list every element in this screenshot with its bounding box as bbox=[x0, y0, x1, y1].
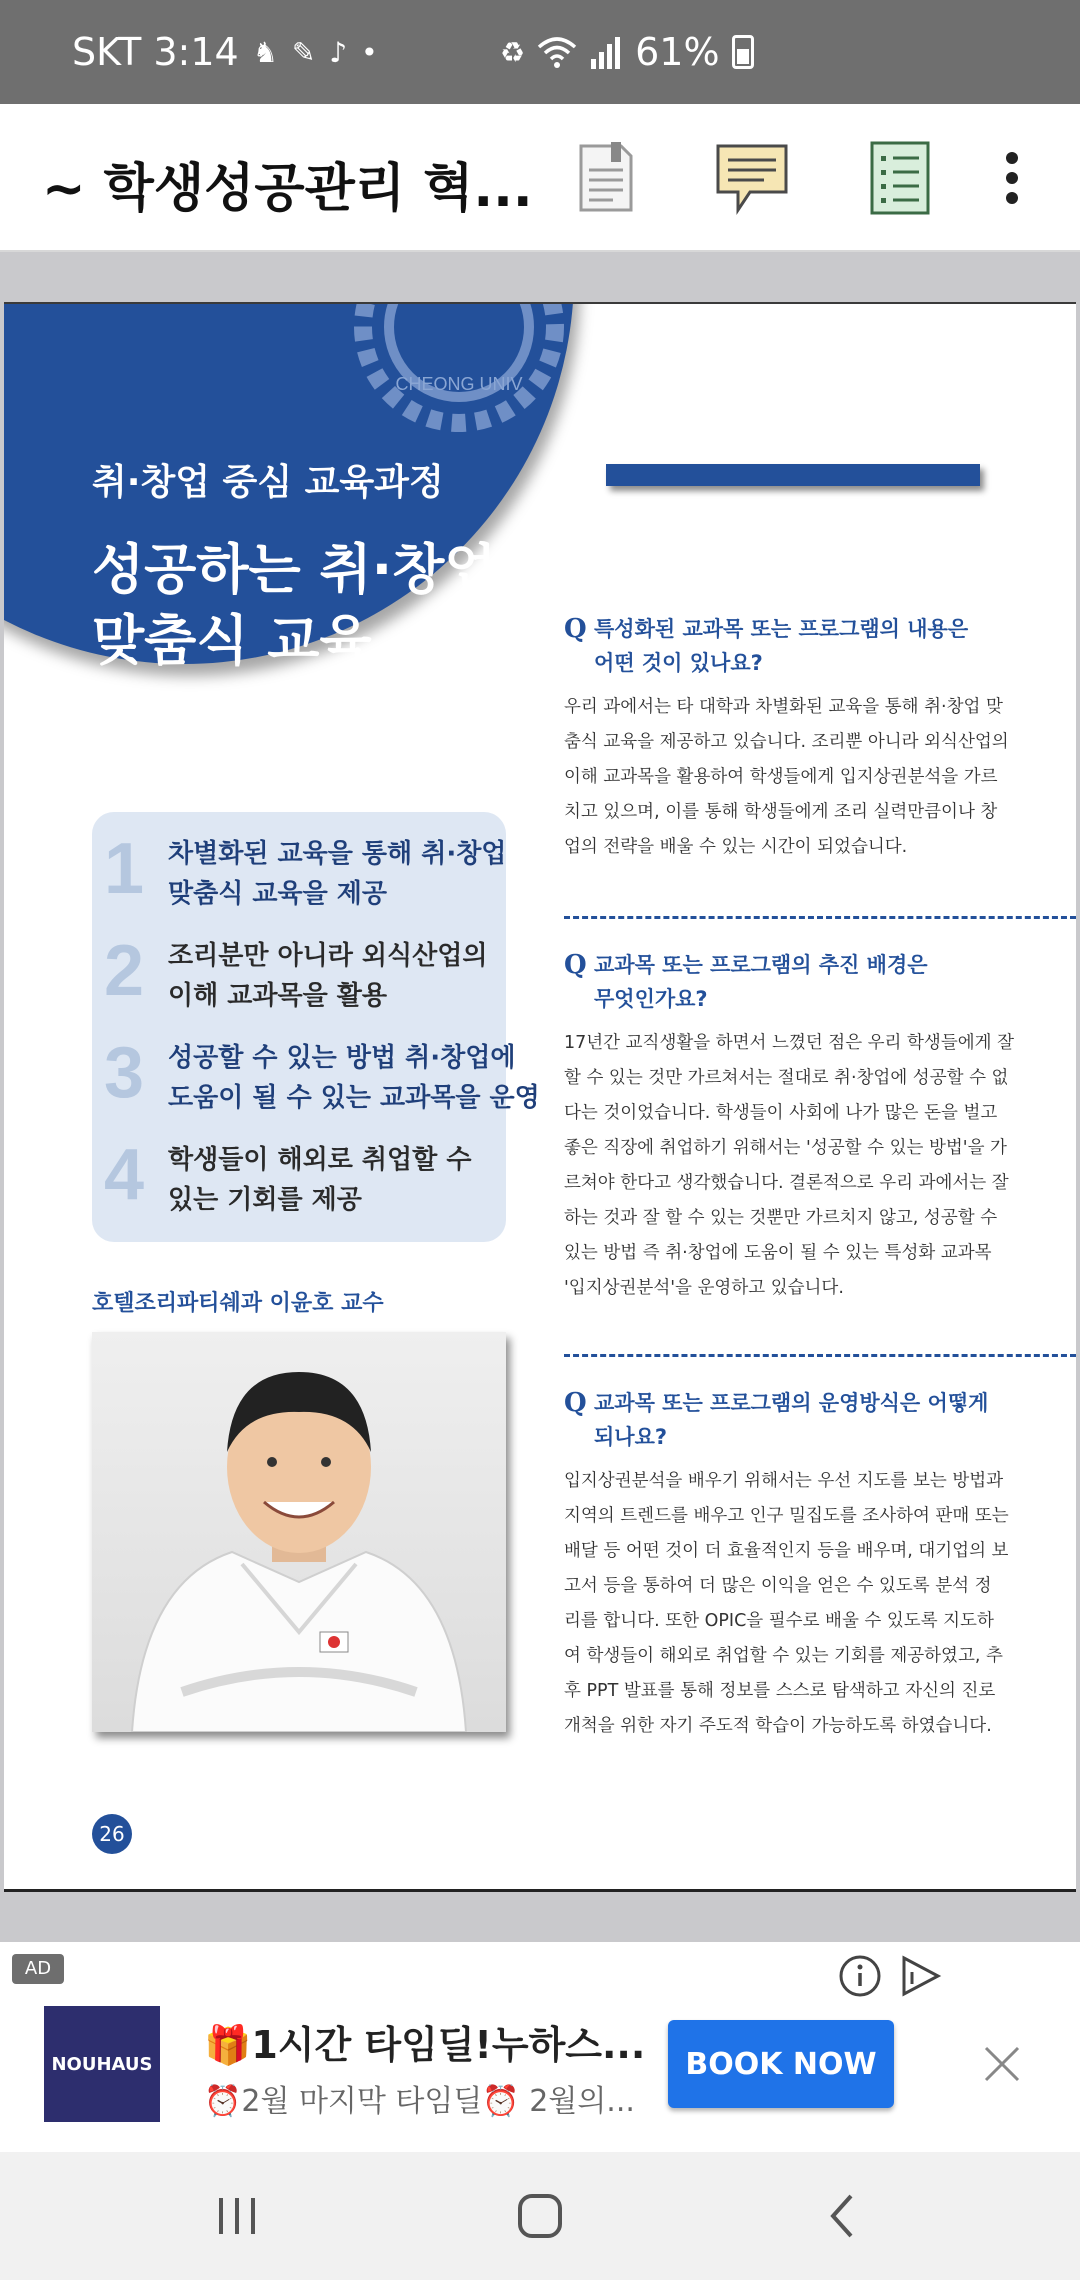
feature-number: 2 bbox=[104, 931, 145, 1011]
ad-subtitle[interactable]: ⏰2월 마지막 타임딜⏰ 2월의... bbox=[204, 2084, 635, 2119]
bookmark-document-icon bbox=[577, 142, 635, 214]
ad-banner[interactable] bbox=[0, 1942, 1080, 2152]
answer-line: 할 수 있는 것만 가르쳐서는 절대로 취·창업에 성공할 수 없 bbox=[564, 1068, 1009, 1088]
carrier-time: SKT 3:14 bbox=[72, 30, 239, 74]
q-mark-icon: Q bbox=[564, 614, 587, 644]
section-divider bbox=[564, 916, 1076, 919]
section-headline bbox=[92, 534, 496, 677]
question-line: 교과목 또는 프로그램의 추진 배경은 bbox=[594, 953, 928, 977]
answer bbox=[564, 1464, 1009, 1744]
question-line: 어떤 것이 있나요? bbox=[594, 651, 763, 675]
wifi-icon bbox=[537, 35, 577, 69]
answer bbox=[564, 690, 1009, 865]
feature-text: 있는 기회를 제공 bbox=[168, 1185, 362, 1215]
feature-text: 이해 교과목을 활용 bbox=[168, 981, 388, 1011]
comment-button[interactable] bbox=[714, 140, 790, 216]
pdf-viewer[interactable] bbox=[0, 252, 1080, 1942]
outline-button[interactable] bbox=[862, 140, 938, 216]
back-icon bbox=[827, 2192, 857, 2240]
feature-text: 도움이 될 수 있는 교과목을 운영 bbox=[168, 1083, 540, 1113]
answer-line: 있는 방법 즉 취·창업에 도움이 될 수 있는 특성화 교과목 bbox=[564, 1243, 992, 1263]
ad-badge: AD bbox=[12, 1954, 64, 1984]
feature-text: 학생들이 해외로 취업할 수 bbox=[168, 1145, 472, 1175]
ad-choices-icon bbox=[898, 1954, 942, 1998]
system-nav-bar bbox=[0, 2152, 1080, 2280]
answer-line: 리를 합니다. 또한 OPIC을 필수로 배울 수 있도록 지도하 bbox=[564, 1611, 994, 1631]
answer-line: 치고 있으며, 이를 통해 학생들에게 조리 실력만큼이나 창 bbox=[564, 802, 998, 822]
home-icon bbox=[516, 2192, 564, 2240]
answer-line: 입지상권분석을 배우기 위해서는 우선 지도를 보는 방법과 bbox=[564, 1471, 1004, 1491]
decorative-bar bbox=[606, 464, 980, 486]
answer-line: 배달 등 어떤 것이 더 효율적인지 등을 배우며, 대기업의 보 bbox=[564, 1541, 1009, 1561]
answer-line: '입지상권분석'을 운영하고 있습니다. bbox=[564, 1278, 844, 1298]
section-divider bbox=[564, 1354, 1076, 1357]
notification-icon: ♞ bbox=[252, 35, 278, 69]
page-number-badge: 26 bbox=[92, 1814, 132, 1854]
bookmark-button[interactable] bbox=[568, 140, 644, 216]
feature-text: 맞춤식 교육을 제공 bbox=[168, 879, 388, 909]
status-bar bbox=[0, 0, 1080, 104]
feature-list bbox=[92, 812, 540, 1242]
home-button[interactable] bbox=[510, 2186, 570, 2246]
answer-line: 다는 것이었습니다. 학생들이 사회에 나가 많은 돈을 벌고 bbox=[564, 1103, 998, 1123]
back-button[interactable] bbox=[812, 2186, 872, 2246]
question-line: 무엇인가요? bbox=[594, 987, 708, 1011]
more-notifications-icon: • bbox=[361, 35, 378, 69]
headline-line: 성공하는 취·창업 bbox=[92, 538, 497, 601]
info-icon bbox=[838, 1954, 882, 1998]
signal-icon bbox=[589, 35, 623, 69]
feature-number: 4 bbox=[104, 1135, 145, 1215]
question bbox=[564, 1386, 989, 1454]
feature-text: 조리분만 아니라 외식산업의 bbox=[168, 941, 488, 971]
feature-item bbox=[92, 820, 506, 910]
feature-item bbox=[92, 1024, 540, 1114]
feature-item bbox=[92, 1126, 506, 1216]
book-now-button[interactable]: BOOK NOW bbox=[668, 2020, 894, 2108]
answer-line: 후 PPT 발표를 통해 정보를 스스로 탐색하고 자신의 진로 bbox=[564, 1681, 996, 1701]
answer-line: 업의 전략을 배울 수 있는 시간이 되었습니다. bbox=[564, 837, 908, 857]
qa-section bbox=[564, 1386, 1009, 1744]
more-vert-icon bbox=[1004, 148, 1020, 208]
feature-item bbox=[92, 922, 506, 1012]
feature-number: 1 bbox=[104, 829, 145, 909]
answer-line: 춤식 교육을 제공하고 있습니다. 조리뿐 아니라 외식산업의 bbox=[564, 732, 1009, 752]
list-icon bbox=[869, 140, 931, 216]
tiktok-icon: ♪ bbox=[329, 35, 348, 69]
answer-line: 17년간 교직생활을 하면서 느꼈던 점은 우리 학생들에게 잘 bbox=[564, 1033, 1015, 1053]
ad-choices-button[interactable] bbox=[898, 1954, 942, 2002]
answer bbox=[564, 1026, 1015, 1306]
qa-section bbox=[564, 948, 1015, 1306]
battery-icon bbox=[732, 35, 754, 69]
ad-info-button[interactable] bbox=[838, 1954, 882, 2002]
advertiser-logo[interactable]: NOUHAUS bbox=[44, 2006, 160, 2122]
ad-close-button[interactable] bbox=[980, 2042, 1024, 2086]
qa-section bbox=[564, 612, 1009, 865]
feature-number: 3 bbox=[104, 1033, 145, 1113]
question-line: 되나요? bbox=[594, 1425, 668, 1449]
answer-line: 고서 등을 통하여 더 많은 이익을 얻은 수 있도록 분석 정 bbox=[564, 1576, 992, 1596]
battery-saver-icon: ♻ bbox=[500, 35, 526, 69]
answer-line: 여 학생들이 해외로 취업할 수 있는 기회를 제공하였고, 추 bbox=[564, 1646, 1003, 1666]
comment-icon bbox=[714, 140, 790, 216]
question-line: 특성화된 교과목 또는 프로그램의 내용은 bbox=[594, 617, 969, 641]
close-icon bbox=[980, 2042, 1024, 2086]
answer-line: 좋은 직장에 취업하기 위해서는 '성공할 수 있는 방법'을 가 bbox=[564, 1138, 1007, 1158]
battery-percent: 61% bbox=[635, 30, 720, 74]
answer-line: 하는 것과 잘 할 수 있는 것뿐만 가르치지 않고, 성공할 수 bbox=[564, 1208, 998, 1228]
feature-text: 성공할 수 있는 방법 취·창업에 bbox=[168, 1043, 516, 1073]
university-seal-icon bbox=[354, 302, 564, 432]
question bbox=[564, 948, 984, 1016]
more-options-button[interactable] bbox=[990, 140, 1034, 216]
q-mark-icon: Q bbox=[564, 1388, 587, 1418]
answer-line: 개척을 위한 자기 주도적 학습이 가능하도록 하였습니다. bbox=[564, 1716, 992, 1736]
recents-icon bbox=[215, 2196, 259, 2236]
seal-text: CHEONG UNIV bbox=[395, 374, 523, 394]
answer-line: 르쳐야 한다고 생각했습니다. 결론적으로 우리 과에서는 잘 bbox=[564, 1173, 1009, 1193]
question bbox=[564, 612, 984, 680]
answer-line: 이해 교과목을 활용하여 학생들에게 입지상권분석을 가르 bbox=[564, 767, 998, 787]
professor-photo bbox=[92, 1332, 506, 1732]
question-line: 교과목 또는 프로그램의 운영방식은 어떻게 bbox=[594, 1391, 989, 1415]
q-mark-icon: Q bbox=[564, 950, 587, 980]
headline-line: 맞춤식 교육 bbox=[92, 609, 372, 673]
app-toolbar bbox=[0, 104, 1080, 252]
professor-caption: 호텔조리파티쉐과 이윤호 교수 bbox=[92, 1291, 384, 1316]
pdf-page[interactable] bbox=[4, 302, 1076, 1892]
answer-line: 지역의 트렌드를 배우고 인구 밀집도를 조사하여 판매 또는 bbox=[564, 1506, 1009, 1526]
feature-text: 차별화된 교육을 통해 취·창업 bbox=[168, 839, 507, 869]
chef-portrait-image bbox=[92, 1332, 506, 1732]
answer-line: 우리 과에서는 타 대학과 차별화된 교육을 통해 취·창업 맞 bbox=[564, 697, 1003, 717]
ad-title[interactable]: 🎁1시간 타임딜!누하스... bbox=[204, 2023, 646, 2067]
document-title[interactable]: ~ 학생성공관리 혁... bbox=[42, 159, 533, 219]
app-notification-icon: ✎ bbox=[291, 35, 316, 69]
section-eyebrow: 취·창업 중심 교육과정 bbox=[92, 462, 444, 503]
recents-button[interactable] bbox=[207, 2186, 267, 2246]
